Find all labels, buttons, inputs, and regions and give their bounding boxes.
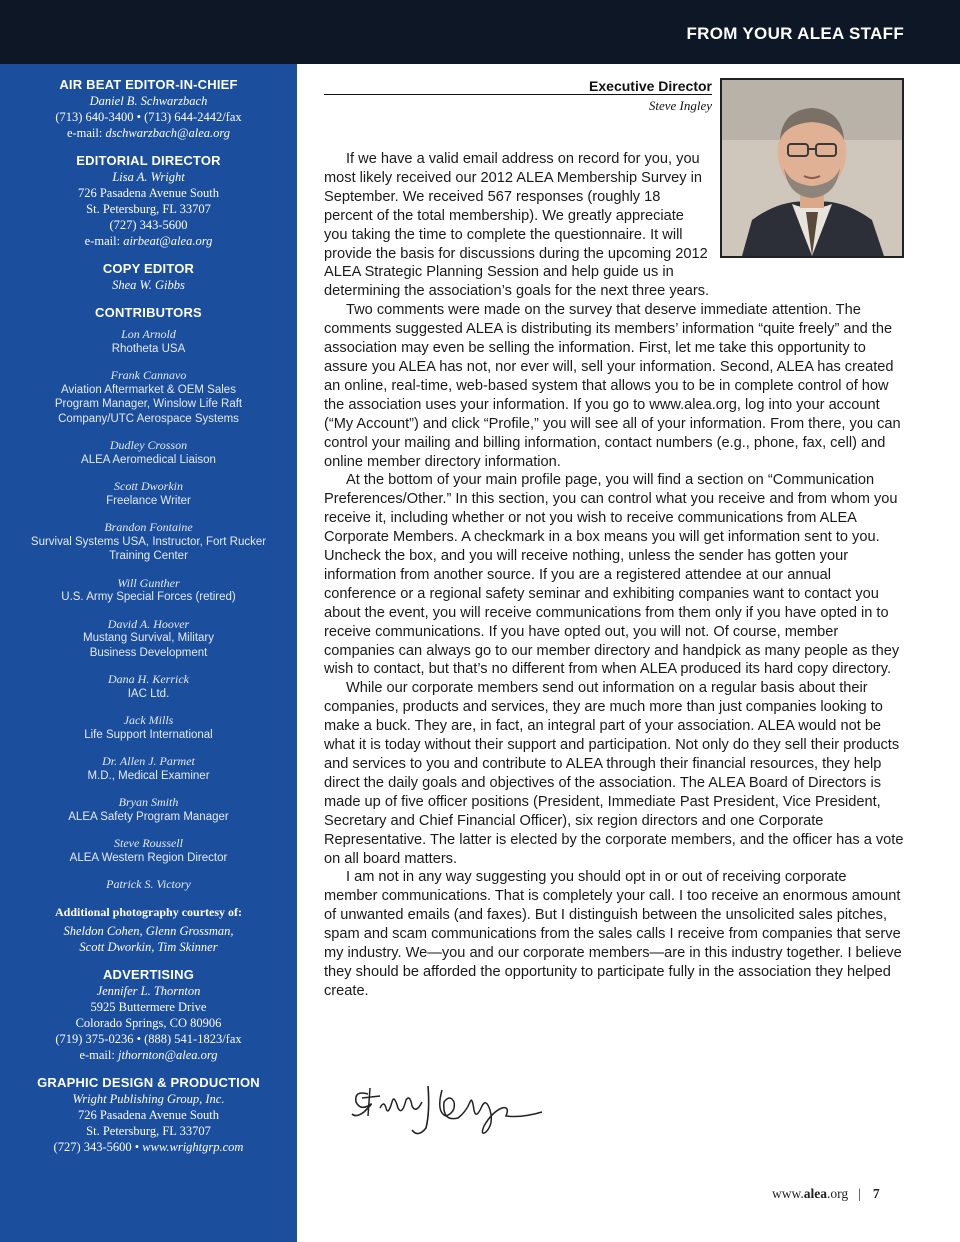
article-body [324, 150, 904, 1001]
contributor-affiliation: Aviation Aftermarket & OEM Sales [61, 383, 236, 396]
contributor-affiliation: M.D., Medical Examiner [87, 769, 210, 782]
graphic-design-phone: (727) 343-5600 • [53, 1139, 140, 1154]
editor-in-chief-block [0, 76, 297, 141]
advertising-name: Jennifer L. Thornton [96, 983, 201, 998]
contributor-affiliation: Freelance Writer [106, 494, 191, 507]
contributor-entry [0, 877, 297, 892]
article-paragraph-3: At the bottom of your main profile page, you will find a section on “Communication Preferences/Other.” In this section, you can control what you receive and from whom you receive it, including whether or not you wish to receive communications from ALEA Corporate Members. A checkmark in a box means you will get information sent to you. Uncheck the box, and you will receive nothing, unless the sender has gotten your information from another source. If you are a registered attendee at our annual conference or a regional safety seminar and exhibiting companies want to contact you about the event, you will receive communications from them only if you have opted in to receive communications. If you have opted out, you will not. Of course, member companies can always go to our member directory and handpick as many people as they wish to contact, but that’s no different from when ALEA produced its hard copy directory. [324, 472, 900, 678]
photography-block [0, 904, 297, 955]
contributor-entry [0, 479, 297, 508]
contributor-entry [0, 327, 297, 356]
contributor-name: Bryan Smith [118, 795, 179, 809]
graphic-design-website[interactable]: www.wrightgrp.com [142, 1139, 244, 1154]
footer-website[interactable] [772, 1186, 848, 1201]
contributor-affiliation: U.S. Army Special Forces (retired) [61, 591, 236, 603]
article-paragraph-1: If we have a valid email address on record for you, you most likely received our 2012 ALEA Membership Survey in September. We received 567 responses (roughly 18 percent of the total membership). We greatly appreciate you taking the time to complete the questionnaire. It will provide the basis for discussions during the upcoming 2012 ALEA Strategic Planning Session and help guide us in determining the association’s goals for the next three years. [324, 151, 710, 300]
contributor-entry [0, 576, 297, 605]
contributor-name: Patrick S. Victory [106, 877, 191, 891]
contributor-affiliation: ALEA Safety Program Manager [68, 810, 229, 823]
contributor-entry [0, 617, 297, 661]
article-paragraph-4: While our corporate members send out information on a regular basis about their companies, products and services, they are much more than just companies looking to make a buck. They are, in fact, an integral part of your association. ALEA would not be what it is today without their support and participation. Not only do they sell their products and services to you and contribute to ALEA through their financial resources, they help direct the daily goals and objectives of the association. The ALEA Board of Directors is made up of five officer positions (President, Immediate Past President, Vice President, Secretary and Chief Financial Officer), six region directors and one Corporate Representative. The latter is elected by the corporate members, and the officer has a vote on all board matters. [324, 680, 904, 867]
contributor-name: Dudley Crosson [109, 438, 188, 452]
photo-wrap-spacer [708, 150, 904, 266]
editorial-director-name: Lisa A. Wright [112, 170, 185, 184]
graphic-design-address2: St. Petersburg, FL 33707 [86, 1123, 211, 1138]
contributor-affiliation: Survival Systems USA, Instructor, Fort Rucker [30, 535, 267, 548]
graphic-design-heading: GRAPHIC DESIGN & PRODUCTION [37, 1074, 260, 1090]
contributor-entry [0, 368, 297, 426]
footer-site-brand: alea [803, 1186, 827, 1201]
contributor-entry [0, 795, 297, 824]
contributor-name: Dr. Allen J. Parmet [102, 754, 195, 768]
contributor-name: Lon Arnold [121, 327, 176, 341]
section-title: FROM YOUR ALEA STAFF [686, 24, 904, 43]
editorial-director-heading: EDITORIAL DIRECTOR [76, 153, 221, 168]
editor-in-chief-name: Daniel B. Schwarzbach [89, 94, 208, 108]
copy-editor-heading: COPY EDITOR [102, 261, 195, 276]
footer-site-prefix: www. [772, 1186, 804, 1201]
footer-separator: | [858, 1186, 861, 1201]
contributor-name: Scott Dworkin [114, 479, 183, 493]
top-banner [0, 0, 960, 64]
contributor-affiliation: ALEA Aeromedical Liaison [81, 453, 216, 466]
page-footer [772, 1186, 880, 1202]
contributor-entry [0, 713, 297, 742]
copy-editor-name: Shea W. Gibbs [112, 278, 185, 292]
contributor-name: Dana H. Kerrick [108, 672, 189, 686]
editorial-director-email-line [0, 233, 297, 249]
byline [324, 78, 712, 114]
photography-credits-line2: Scott Dworkin, Tim Skinner [79, 939, 218, 954]
advertising-address1: 5925 Buttermere Drive [90, 999, 207, 1014]
contributor-name: Steve Roussell [114, 836, 183, 850]
graphic-design-contact-line [0, 1139, 297, 1155]
contributor-affiliation: ALEA Western Region Director [69, 851, 228, 864]
graphic-design-block [0, 1074, 297, 1155]
contributor-affiliation: Mustang Survival, Military [82, 632, 214, 644]
contributor-name: Frank Cannavo [110, 368, 187, 382]
editorial-director-block [0, 152, 297, 249]
contributor-entry [0, 672, 297, 701]
editor-in-chief-email-line [0, 125, 297, 141]
author-signature [346, 1072, 566, 1152]
footer-site-suffix: .org [827, 1186, 849, 1201]
contributor-entry [0, 754, 297, 783]
advertising-email-line [0, 1047, 297, 1063]
contributor-affiliation: Business Development [89, 646, 208, 659]
contributor-name: Will Gunther [117, 575, 180, 590]
article-paragraph-5: I am not in any way suggesting you should opt in or out of receiving corporate member communications. That is completely your call. I too receive an enormous amount of unwanted emails (and faxes). But I distinguish between the unsolicited sales pitches, spam and scam communications from the sales calls I receive from companies that serve my industry. We—you and our corporate members—are in this industry together. I believe they should be afforded the opportunity to participate fully in the association they helped create. [324, 869, 902, 999]
contributor-affiliation: Life Support International [84, 728, 213, 741]
graphic-design-address1: 726 Pasadena Avenue South [77, 1107, 220, 1122]
contributors-heading: CONTRIBUTORS [95, 305, 202, 320]
editor-in-chief-phone: (713) 640-3400 • (713) 644-2442/fax [55, 110, 242, 124]
masthead-sidebar [0, 64, 297, 1242]
photography-heading: Additional photography courtesy of: [54, 904, 242, 919]
editorial-director-phone: (727) 343-5600 [109, 218, 188, 232]
byline-rule [324, 94, 712, 95]
editor-in-chief-email[interactable]: dschwarzbach@alea.org [105, 126, 231, 140]
email-label: e-mail: [79, 1047, 115, 1062]
editor-in-chief-heading: AIR BEAT EDITOR-IN-CHIEF [59, 77, 238, 92]
graphic-design-name: Wright Publishing Group, Inc. [72, 1091, 225, 1106]
photography-credits-line1: Sheldon Cohen, Glenn Grossman, [63, 923, 234, 938]
editorial-director-address2: St. Petersburg, FL 33707 [86, 202, 211, 216]
byline-title: Executive Director [589, 78, 712, 94]
contributor-name: Jack Mills [123, 713, 174, 727]
contributor-entry [0, 520, 297, 564]
contributor-affiliation: Company/UTC Aerospace Systems [58, 412, 239, 425]
article-paragraph-2: Two comments were made on the survey that deserve immediate attention. The comments suggested ALEA is distributing its members’ information “quite freely” and the association may even be selling the information. First, let me take this opportunity to assure you ALEA has not, nor ever will, sell your information. Second, ALEA has created an online, real-time, web-based system that allows you to be in complete control of how the association uses your information. If you go to www.alea.org, log into your account (“My Account”) and click “Profile,” you will see all of your information. From there, you can control your mailing and billing information, contact numbers (e.g., phone, fax, cell) and online member directory information. [324, 302, 901, 470]
byline-name: Steve Ingley [648, 98, 712, 113]
contributors-block [0, 304, 297, 892]
contributor-affiliation: Training Center [109, 550, 188, 562]
email-label: e-mail: [66, 126, 103, 140]
advertising-email[interactable]: jthornton@alea.org [117, 1047, 218, 1062]
advertising-heading: ADVERTISING [102, 966, 195, 982]
contributor-name: Brandon Fontaine [104, 520, 193, 534]
advertising-block [0, 966, 297, 1063]
copy-editor-block [0, 260, 297, 293]
contributor-entry [0, 438, 297, 467]
contributor-entry [0, 836, 297, 865]
advertising-address2: Colorado Springs, CO 80906 [75, 1015, 222, 1030]
contributor-affiliation: Rhotheta USA [111, 342, 186, 355]
contributors-list [0, 327, 297, 892]
page-number: 7 [872, 1186, 880, 1201]
contributor-name: David A. Hoover [107, 616, 190, 631]
contributor-affiliation: IAC Ltd. [127, 687, 170, 700]
contributor-affiliation: Program Manager, Winslow Life Raft [54, 398, 243, 410]
advertising-phone: (719) 375-0236 • (888) 541-1823/fax [55, 1031, 242, 1046]
editorial-director-email[interactable]: airbeat@alea.org [123, 234, 213, 248]
editorial-director-address1: 726 Pasadena Avenue South [77, 186, 220, 200]
email-label: e-mail: [84, 234, 121, 248]
